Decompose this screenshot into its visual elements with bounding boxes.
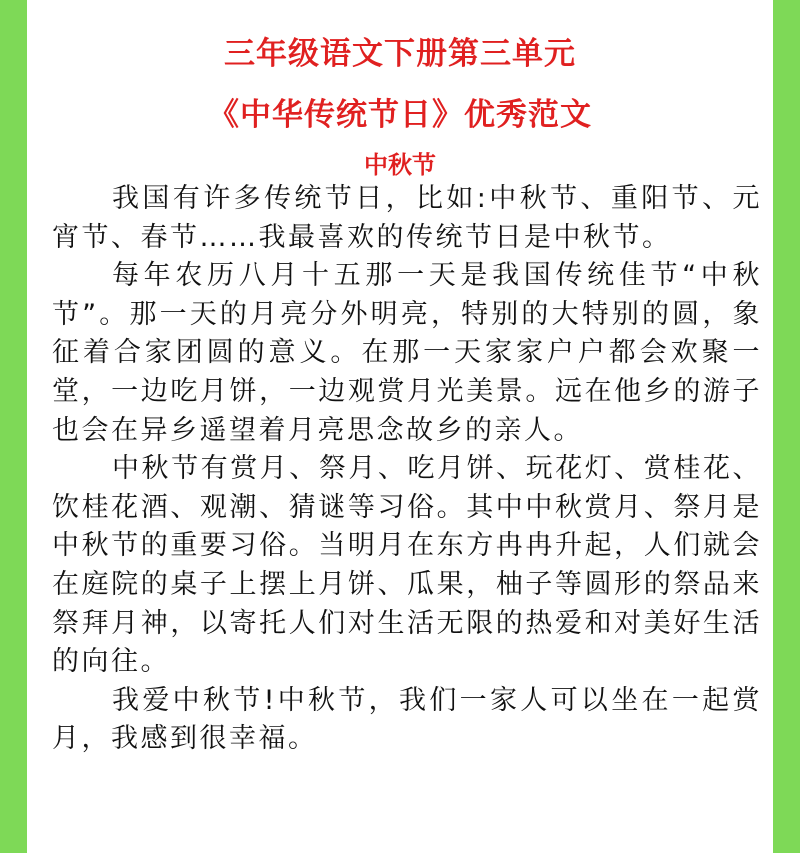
document-subtitle-unit: 《中华传统节日》优秀范文 bbox=[208, 97, 592, 133]
paragraph: 我爱中秋节!中秋节，我们一家人可以坐在一起赏月，我感到很幸福。 bbox=[52, 684, 762, 755]
document-page bbox=[27, 0, 773, 853]
paragraph: 我国有许多传统节日，比如:中秋节、重阳节、元宵节、春节……我最喜欢的传统节日是中秋节。 bbox=[52, 183, 762, 253]
paragraph: 每年农历八月十五那一天是我国传统佳节“中秋节”。那一天的月亮分外明亮，特别的大特别的圆，象征着合家团圆的意义。在那一天家家户户都会欢聚一堂，一边吃月饼，一边观赏月光美景。远在他乡的游子也会在异乡遥望着月亮思念故乡的亲人。 bbox=[52, 260, 762, 446]
essay-title: 中秋节 bbox=[364, 151, 436, 179]
document-title: 三年级语文下册第三单元 bbox=[224, 36, 576, 72]
essay-body bbox=[52, 180, 762, 759]
paragraph: 中秋节有赏月、祭月、吃月饼、玩花灯、赏桂花、饮桂花酒、观潮、猜谜等习俗。其中中秋赏月、祭月是中秋节的重要习俗。当明月在东方冉冉升起，人们就会在庭院的桌子上摆上月饼、瓜果，柚子等圆形的祭品来祭拜月神，以寄托人们对生活无限的热爱和对美好生活的向往。 bbox=[52, 453, 762, 678]
